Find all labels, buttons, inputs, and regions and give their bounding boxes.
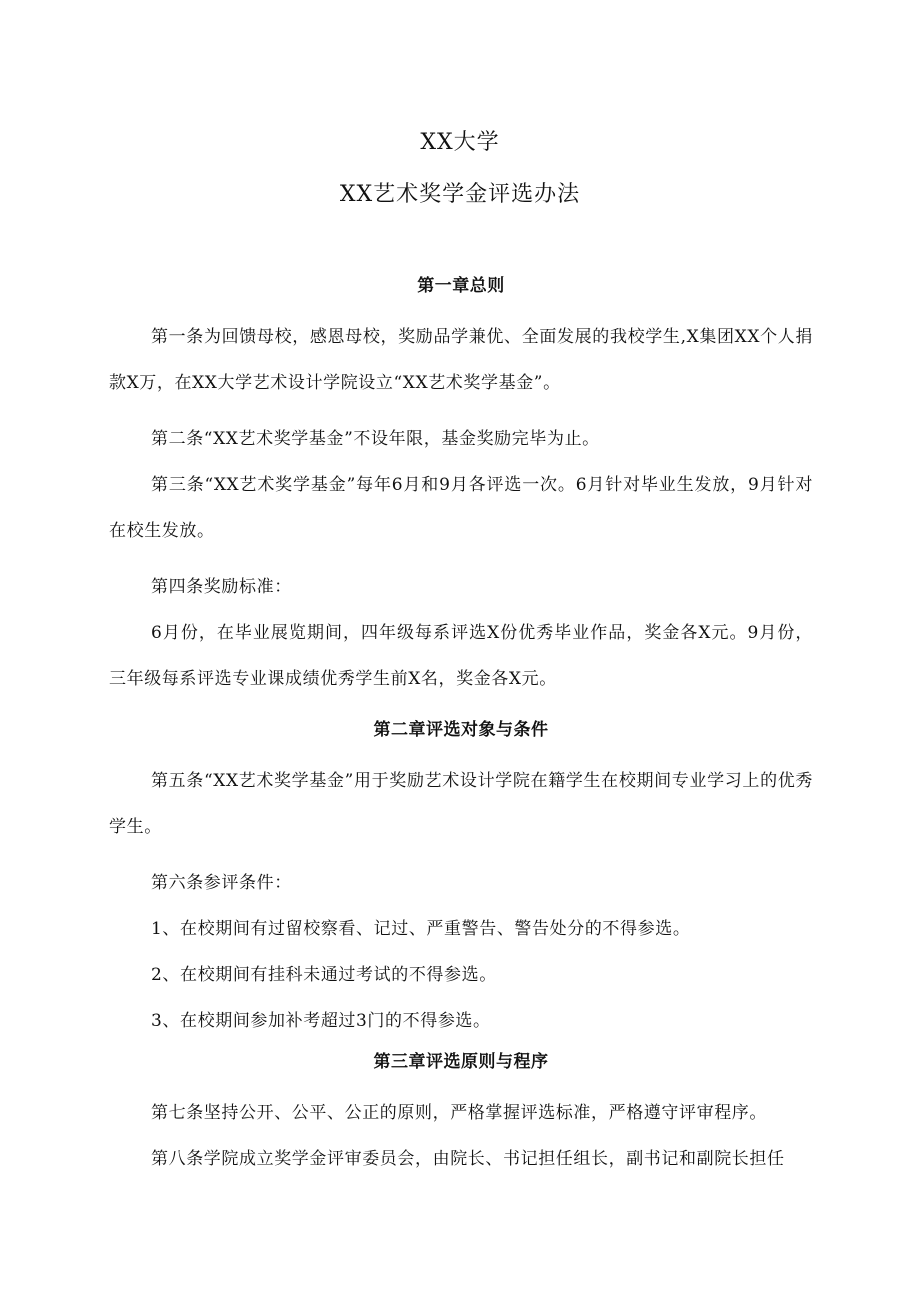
article-paragraph: 第四条奖励标准： xyxy=(151,577,292,597)
chapter-heading: 第二章评选对象与条件 xyxy=(373,720,549,740)
article-paragraph: 第三条“XX艺术奖学基金”每年6月和9月各评选一次。6月针对毕业生发放，9月针对在校生发放。 xyxy=(109,475,813,541)
article-paragraph: 第七条坚持公开、公平、公正的原则，严格掌握评选标准，严格遵守评审程序。 xyxy=(151,1103,767,1123)
document-title: XX大学 xyxy=(420,130,500,155)
article-paragraph: 3、在校期间参加补考超过3门的不得参选。 xyxy=(151,1011,491,1031)
article-paragraph: 第二条“XX艺术奖学基金”不设年限，基金奖励完毕为止。 xyxy=(151,429,600,449)
article-paragraph: 第八条学院成立奖学金评审委员会，由院长、书记担任组长，副书记和副院长担任 xyxy=(151,1149,785,1169)
document-body xyxy=(109,268,813,1182)
article-paragraph: 第五条“XX艺术奖学基金”用于奖励艺术设计学院在籍学生在校期间专业学习上的优秀学生。 xyxy=(109,771,813,837)
chapter-heading: 第一章总则 xyxy=(417,276,505,296)
article-paragraph: 第一条为回馈母校，感恩母校，奖励品学兼优、全面发展的我校学生,X集团XX个人捐款X万，在XX大学艺术设计学院设立“XX艺术奖学基金”。 xyxy=(109,327,813,393)
document-subtitle: XX艺术奖学金评选办法 xyxy=(339,182,581,207)
chapter-heading: 第三章评选原则与程序 xyxy=(373,1052,549,1072)
article-paragraph: 2、在校期间有挂科未通过考试的不得参选。 xyxy=(151,965,497,985)
article-paragraph: 6月份，在毕业展览期间，四年级每系评选X份优秀毕业作品，奖金各X元。9月份，三年级每系评选专业课成绩优秀学生前X名，奖金各X元。 xyxy=(109,623,813,689)
article-paragraph: 第六条参评条件： xyxy=(151,873,292,893)
article-paragraph: 1、在校期间有过留校察看、记过、严重警告、警告处分的不得参选。 xyxy=(151,919,691,939)
